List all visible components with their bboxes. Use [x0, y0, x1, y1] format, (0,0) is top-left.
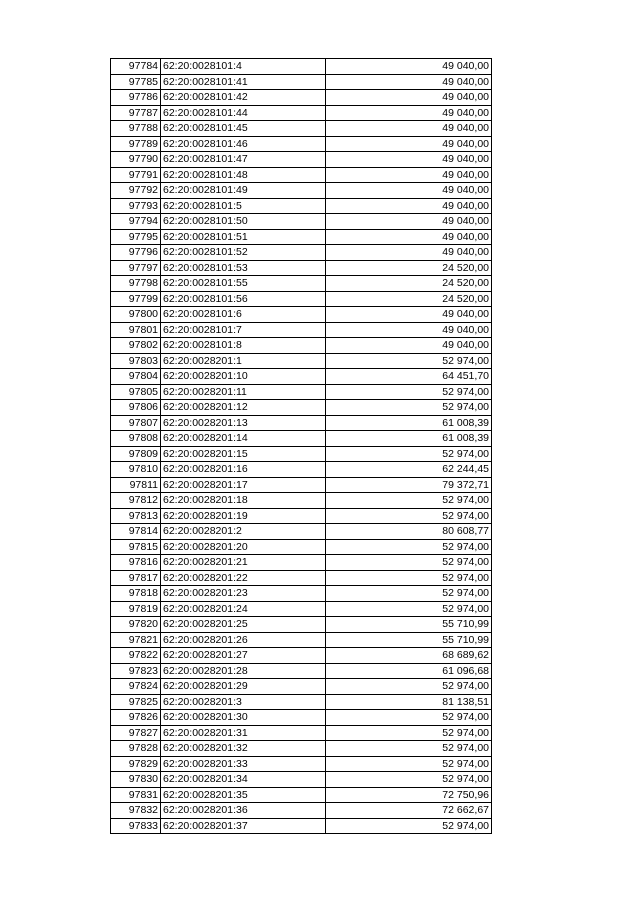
table-row: [111, 105, 492, 121]
row-number-cell: 97812: [111, 493, 161, 509]
cadastral-number-cell: 62:20:0028201:3: [161, 694, 326, 710]
cadastral-value-cell: 72 750,96: [326, 787, 492, 803]
row-number-cell: 97794: [111, 214, 161, 230]
row-number-cell: 97799: [111, 291, 161, 307]
table-row: [111, 524, 492, 540]
row-number-cell: 97832: [111, 803, 161, 819]
table-row: [111, 694, 492, 710]
table-row: [111, 152, 492, 168]
table-row: [111, 90, 492, 106]
row-number-cell: 97817: [111, 570, 161, 586]
cadastral-number-cell: 62:20:0028101:51: [161, 229, 326, 245]
row-number-cell: 97787: [111, 105, 161, 121]
table-row: [111, 307, 492, 323]
row-number-cell: 97825: [111, 694, 161, 710]
table-row: [111, 276, 492, 292]
table-row: [111, 462, 492, 478]
cadastral-number-cell: 62:20:0028201:18: [161, 493, 326, 509]
cadastral-value-cell: 49 040,00: [326, 105, 492, 121]
cadastral-number-cell: 62:20:0028101:47: [161, 152, 326, 168]
row-number-cell: 97785: [111, 74, 161, 90]
table-row: [111, 121, 492, 137]
row-number-cell: 97796: [111, 245, 161, 261]
table-row: [111, 818, 492, 834]
row-number-cell: 97798: [111, 276, 161, 292]
cadastral-number-cell: 62:20:0028101:7: [161, 322, 326, 338]
table-row: [111, 136, 492, 152]
table-row: [111, 477, 492, 493]
table-row: [111, 431, 492, 447]
table-row: [111, 260, 492, 276]
cadastral-value-cell: 52 974,00: [326, 710, 492, 726]
cadastral-value-cell: 49 040,00: [326, 121, 492, 137]
row-number-cell: 97819: [111, 601, 161, 617]
row-number-cell: 97827: [111, 725, 161, 741]
table-row: [111, 198, 492, 214]
cadastral-number-cell: 62:20:0028201:10: [161, 369, 326, 385]
cadastral-value-cell: 49 040,00: [326, 198, 492, 214]
cadastral-number-cell: 62:20:0028101:45: [161, 121, 326, 137]
row-number-cell: 97811: [111, 477, 161, 493]
row-number-cell: 97797: [111, 260, 161, 276]
cadastral-value-cell: 49 040,00: [326, 59, 492, 75]
cadastral-value-cell: 52 974,00: [326, 601, 492, 617]
row-number-cell: 97800: [111, 307, 161, 323]
cadastral-number-cell: 62:20:0028201:22: [161, 570, 326, 586]
cadastral-number-cell: 62:20:0028201:37: [161, 818, 326, 834]
table-row: [111, 384, 492, 400]
cadastral-value-cell: 61 096,68: [326, 663, 492, 679]
cadastral-number-cell: 62:20:0028201:12: [161, 400, 326, 416]
table-row: [111, 570, 492, 586]
row-number-cell: 97815: [111, 539, 161, 555]
cadastral-number-cell: 62:20:0028101:4: [161, 59, 326, 75]
cadastral-value-cell: 55 710,99: [326, 617, 492, 633]
table-row: [111, 415, 492, 431]
cadastral-number-cell: 62:20:0028101:44: [161, 105, 326, 121]
cadastral-value-cell: 52 974,00: [326, 756, 492, 772]
cadastral-number-cell: 62:20:0028201:27: [161, 648, 326, 664]
cadastral-value-cell: 49 040,00: [326, 229, 492, 245]
table-row: [111, 648, 492, 664]
cadastral-value-cell: 52 974,00: [326, 353, 492, 369]
cadastral-value-cell: 72 662,67: [326, 803, 492, 819]
table-row: [111, 725, 492, 741]
cadastral-number-cell: 62:20:0028101:41: [161, 74, 326, 90]
cadastral-number-cell: 62:20:0028101:53: [161, 260, 326, 276]
cadastral-number-cell: 62:20:0028101:49: [161, 183, 326, 199]
row-number-cell: 97792: [111, 183, 161, 199]
table-row: [111, 601, 492, 617]
cadastral-number-cell: 62:20:0028201:19: [161, 508, 326, 524]
table-row: [111, 229, 492, 245]
cadastral-number-cell: 62:20:0028201:24: [161, 601, 326, 617]
cadastral-value-cell: 64 451,70: [326, 369, 492, 385]
cadastral-number-cell: 62:20:0028201:33: [161, 756, 326, 772]
cadastral-value-cell: 81 138,51: [326, 694, 492, 710]
cadastral-value-cell: 49 040,00: [326, 322, 492, 338]
cadastral-number-cell: 62:20:0028201:13: [161, 415, 326, 431]
row-number-cell: 97788: [111, 121, 161, 137]
cadastral-value-cell: 52 974,00: [326, 725, 492, 741]
cadastral-number-cell: 62:20:0028201:25: [161, 617, 326, 633]
cadastral-value-cell: 79 372,71: [326, 477, 492, 493]
table-row: [111, 803, 492, 819]
row-number-cell: 97813: [111, 508, 161, 524]
cadastral-number-cell: 62:20:0028101:46: [161, 136, 326, 152]
cadastral-value-table: [110, 58, 492, 834]
cadastral-number-cell: 62:20:0028201:35: [161, 787, 326, 803]
cadastral-value-cell: 52 974,00: [326, 555, 492, 571]
table-row: [111, 400, 492, 416]
row-number-cell: 97786: [111, 90, 161, 106]
row-number-cell: 97807: [111, 415, 161, 431]
cadastral-value-cell: 49 040,00: [326, 183, 492, 199]
cadastral-number-cell: 62:20:0028201:32: [161, 741, 326, 757]
cadastral-number-cell: 62:20:0028101:48: [161, 167, 326, 183]
cadastral-number-cell: 62:20:0028201:1: [161, 353, 326, 369]
cadastral-number-cell: 62:20:0028201:11: [161, 384, 326, 400]
table-row: [111, 787, 492, 803]
row-number-cell: 97833: [111, 818, 161, 834]
cadastral-number-cell: 62:20:0028201:31: [161, 725, 326, 741]
table-row: [111, 493, 492, 509]
row-number-cell: 97808: [111, 431, 161, 447]
table-row: [111, 369, 492, 385]
table-row: [111, 679, 492, 695]
table-row: [111, 214, 492, 230]
table-row: [111, 167, 492, 183]
row-number-cell: 97802: [111, 338, 161, 354]
cadastral-value-cell: 52 974,00: [326, 493, 492, 509]
row-number-cell: 97820: [111, 617, 161, 633]
row-number-cell: 97789: [111, 136, 161, 152]
table-row: [111, 183, 492, 199]
row-number-cell: 97790: [111, 152, 161, 168]
cadastral-value-cell: 61 008,39: [326, 431, 492, 447]
row-number-cell: 97804: [111, 369, 161, 385]
row-number-cell: 97806: [111, 400, 161, 416]
row-number-cell: 97805: [111, 384, 161, 400]
cadastral-value-cell: 49 040,00: [326, 245, 492, 261]
table-row: [111, 338, 492, 354]
cadastral-value-cell: 52 974,00: [326, 539, 492, 555]
cadastral-value-cell: 49 040,00: [326, 214, 492, 230]
cadastral-value-cell: 49 040,00: [326, 152, 492, 168]
table-row: [111, 555, 492, 571]
cadastral-number-cell: 62:20:0028201:23: [161, 586, 326, 602]
row-number-cell: 97831: [111, 787, 161, 803]
row-number-cell: 97828: [111, 741, 161, 757]
row-number-cell: 97810: [111, 462, 161, 478]
cadastral-number-cell: 62:20:0028101:42: [161, 90, 326, 106]
table-row: [111, 539, 492, 555]
row-number-cell: 97823: [111, 663, 161, 679]
cadastral-value-cell: 49 040,00: [326, 136, 492, 152]
cadastral-number-cell: 62:20:0028101:55: [161, 276, 326, 292]
table-row: [111, 617, 492, 633]
row-number-cell: 97816: [111, 555, 161, 571]
cadastral-value-cell: 52 974,00: [326, 384, 492, 400]
cadastral-number-cell: 62:20:0028201:28: [161, 663, 326, 679]
table-row: [111, 586, 492, 602]
row-number-cell: 97795: [111, 229, 161, 245]
row-number-cell: 97801: [111, 322, 161, 338]
cadastral-value-cell: 52 974,00: [326, 741, 492, 757]
cadastral-value-cell: 52 974,00: [326, 446, 492, 462]
cadastral-value-cell: 24 520,00: [326, 276, 492, 292]
row-number-cell: 97791: [111, 167, 161, 183]
table-body: [111, 59, 492, 834]
cadastral-number-cell: 62:20:0028101:56: [161, 291, 326, 307]
row-number-cell: 97826: [111, 710, 161, 726]
cadastral-value-cell: 24 520,00: [326, 260, 492, 276]
cadastral-value-cell: 52 974,00: [326, 818, 492, 834]
cadastral-number-cell: 62:20:0028201:14: [161, 431, 326, 447]
row-number-cell: 97814: [111, 524, 161, 540]
table-row: [111, 245, 492, 261]
table-row: [111, 772, 492, 788]
cadastral-number-cell: 62:20:0028101:6: [161, 307, 326, 323]
table-row: [111, 508, 492, 524]
cadastral-value-cell: 62 244,45: [326, 462, 492, 478]
cadastral-value-cell: 52 974,00: [326, 400, 492, 416]
table-row: [111, 74, 492, 90]
table-row: [111, 353, 492, 369]
cadastral-number-cell: 62:20:0028101:52: [161, 245, 326, 261]
cadastral-number-cell: 62:20:0028101:5: [161, 198, 326, 214]
table-row: [111, 632, 492, 648]
cadastral-number-cell: 62:20:0028201:2: [161, 524, 326, 540]
row-number-cell: 97822: [111, 648, 161, 664]
table-row: [111, 756, 492, 772]
table-row: [111, 291, 492, 307]
cadastral-value-cell: 80 608,77: [326, 524, 492, 540]
cadastral-value-cell: 24 520,00: [326, 291, 492, 307]
cadastral-number-cell: 62:20:0028201:29: [161, 679, 326, 695]
cadastral-number-cell: 62:20:0028201:15: [161, 446, 326, 462]
table-row: [111, 59, 492, 75]
cadastral-value-cell: 61 008,39: [326, 415, 492, 431]
cadastral-value-cell: 52 974,00: [326, 570, 492, 586]
cadastral-value-cell: 52 974,00: [326, 772, 492, 788]
row-number-cell: 97824: [111, 679, 161, 695]
row-number-cell: 97818: [111, 586, 161, 602]
cadastral-number-cell: 62:20:0028201:34: [161, 772, 326, 788]
cadastral-number-cell: 62:20:0028201:36: [161, 803, 326, 819]
table-row: [111, 663, 492, 679]
row-number-cell: 97784: [111, 59, 161, 75]
cadastral-value-cell: 55 710,99: [326, 632, 492, 648]
row-number-cell: 97830: [111, 772, 161, 788]
table-row: [111, 741, 492, 757]
table-row: [111, 710, 492, 726]
cadastral-number-cell: 62:20:0028101:50: [161, 214, 326, 230]
cadastral-number-cell: 62:20:0028201:16: [161, 462, 326, 478]
table-row: [111, 322, 492, 338]
cadastral-value-cell: 49 040,00: [326, 90, 492, 106]
cadastral-value-cell: 52 974,00: [326, 586, 492, 602]
cadastral-number-cell: 62:20:0028201:21: [161, 555, 326, 571]
table-row: [111, 446, 492, 462]
row-number-cell: 97809: [111, 446, 161, 462]
row-number-cell: 97829: [111, 756, 161, 772]
row-number-cell: 97821: [111, 632, 161, 648]
cadastral-value-cell: 68 689,62: [326, 648, 492, 664]
cadastral-value-cell: 49 040,00: [326, 74, 492, 90]
cadastral-number-cell: 62:20:0028101:8: [161, 338, 326, 354]
cadastral-value-cell: 49 040,00: [326, 307, 492, 323]
cadastral-number-cell: 62:20:0028201:17: [161, 477, 326, 493]
row-number-cell: 97793: [111, 198, 161, 214]
cadastral-value-cell: 52 974,00: [326, 508, 492, 524]
cadastral-value-cell: 49 040,00: [326, 338, 492, 354]
cadastral-value-cell: 49 040,00: [326, 167, 492, 183]
row-number-cell: 97803: [111, 353, 161, 369]
cadastral-number-cell: 62:20:0028201:20: [161, 539, 326, 555]
cadastral-value-cell: 52 974,00: [326, 679, 492, 695]
cadastral-number-cell: 62:20:0028201:26: [161, 632, 326, 648]
cadastral-number-cell: 62:20:0028201:30: [161, 710, 326, 726]
